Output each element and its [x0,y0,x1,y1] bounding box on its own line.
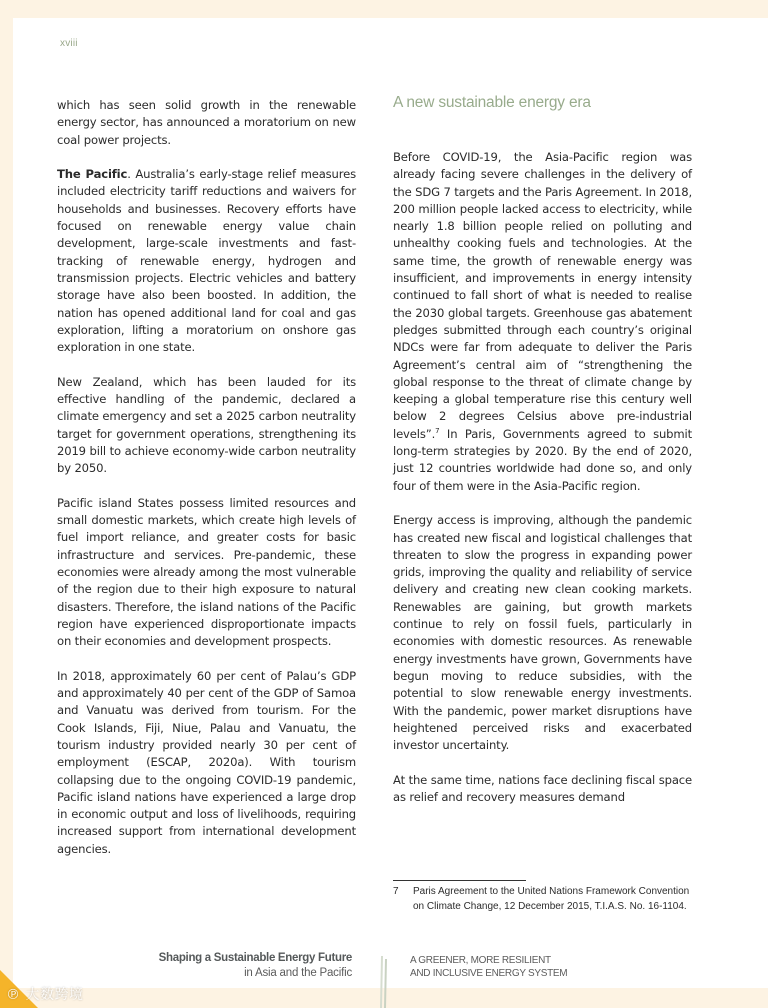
paragraph: New Zealand, which has been lauded for its effective handling of the pandemic, declared a climate emergency and set a 2025 carbon neutrality target for government operations, strengthening its 2019 bill to achieve economy-wide carbon neutrality by 2050. [57,374,356,476]
paragraph: Energy access is improving, although the pandemic has created new fiscal and logistical challenges that threaten to slow the progress in expanding power grids, improving the quality and reliability of service delivery and creating new clean cooking markets. Renewables are gaining, but growth markets continue to rely on fossil fuels, particularly in economies with domestic resources. As renewable energy investments have grown, Governments have begun moving to reduce subsidies, with the potential to slow renewable energy investments. With the pandemic, power market disruptions have heightened perceived risks and exacerbated investor uncertainty. [393,513,692,753]
paragraph: In 2018, approximately 60 per cent of Palau’s GDP and approximately 40 per cent of the GDP of Samoa and Vanuatu was derived from tourism. For the Cook Islands, Fiji, Niue, Palau and Vanuatu, the tourism industry provided nearly 30 per cent of employment (ESCAP, 2020a). With tourism collapsing due to the ongoing COVID-19 pandemic, Pacific island nations have experienced a large drop in economic output and loss of livelihoods, requiring increased support from international development agencies. [57,668,356,856]
footer-title: Shaping a Sustainable Energy Future [158,952,352,964]
footer-section-title: A GREENER, MORE RESILIENT AND INCLUSIVE ENERGY SYSTEM [410,955,568,979]
footer-publication-title [159,951,352,981]
paragraph-the-pacific: The Pacific. Australia’s early-stage relief measures included electricity tariff reductions and waivers for households and businesses. Recovery efforts have focused on renewable energy value chain development, large-scale investments and fast-tracking of renewable energy, hydrogen and transmission projects. Electric vehicles and battery storage have also been boosted. In addition, the nation has opened additional land for coal and gas exploration, lifting a moratorium on onshore gas exploration in one state. [57,167,356,355]
paragraph-lead: The Pacific [57,167,128,182]
footnote-divider [393,880,526,881]
paragraph: which has seen solid growth in the renewable energy sector, has announced a moratorium on new coal power projects. [57,98,356,147]
left-column [57,97,356,875]
paragraph: Before COVID-19, the Asia-Pacific region was already facing severe challenges in the delivery of the SDG 7 targets and the Paris Agreement. In 2018, 200 million people lacked access to electricity, while nearly 1.8 billion people relied on polluting and unhealthy cooking fuels and technologies. At the same time, the growth of renewable energy was insufficient, and improvements in energy intensity continued to fall short of what is needed to realise the 2030 global targets. Greenhouse gas abatement pledges submitted through each country’s original NDCs were far from adequate to deliver the Paris Agreement’s central aim of “strengthening the global response to the threat of climate change by keeping a global temperature rise this century well below 2 degrees Celsius above pre-industrial levels”.$^7$ In Paris, Governments agreed to submit long-term strategies by 2020. By the end of 2020, just 12 countries worldwide had done so, and only four of them were in the Asia-Pacific region. [393,150,692,493]
paragraph: At the same time, nations face declining fiscal space as relief and recovery measures demand [393,772,692,804]
watermark [0,938,120,1008]
right-column [393,149,692,824]
section-heading: A new sustainable energy era [393,94,591,111]
footnote-reference[interactable]: 7 [435,426,440,435]
footnote [393,884,703,914]
watermark-text: ℗ 大数跨境 [6,987,84,1003]
footnote-text: Paris Agreement to the United Nations Framework Convention on Climate Change, 12 December 2015, T.I.A.S. No. 16-1104. [413,886,690,912]
paragraph: Pacific island States possess limited resources and small domestic markets, which create high levels of fuel import reliance, and greater costs for basic infrastructure and services. Pre-pandemic, these economies were already among the most vulnerable of the region due to their high exposure to natural disasters. Therefore, the island nations of the Pacific region have experienced disproportionate impacts on their economies and development prospects. [57,495,356,649]
footnote-number: 7 [393,886,399,897]
watermark-logo-icon: ℗ [6,987,26,1003]
footer-divider-icon [379,956,389,1008]
page-number: xviii [60,38,78,49]
footer-subtitle: in Asia and the Pacific [244,967,352,979]
